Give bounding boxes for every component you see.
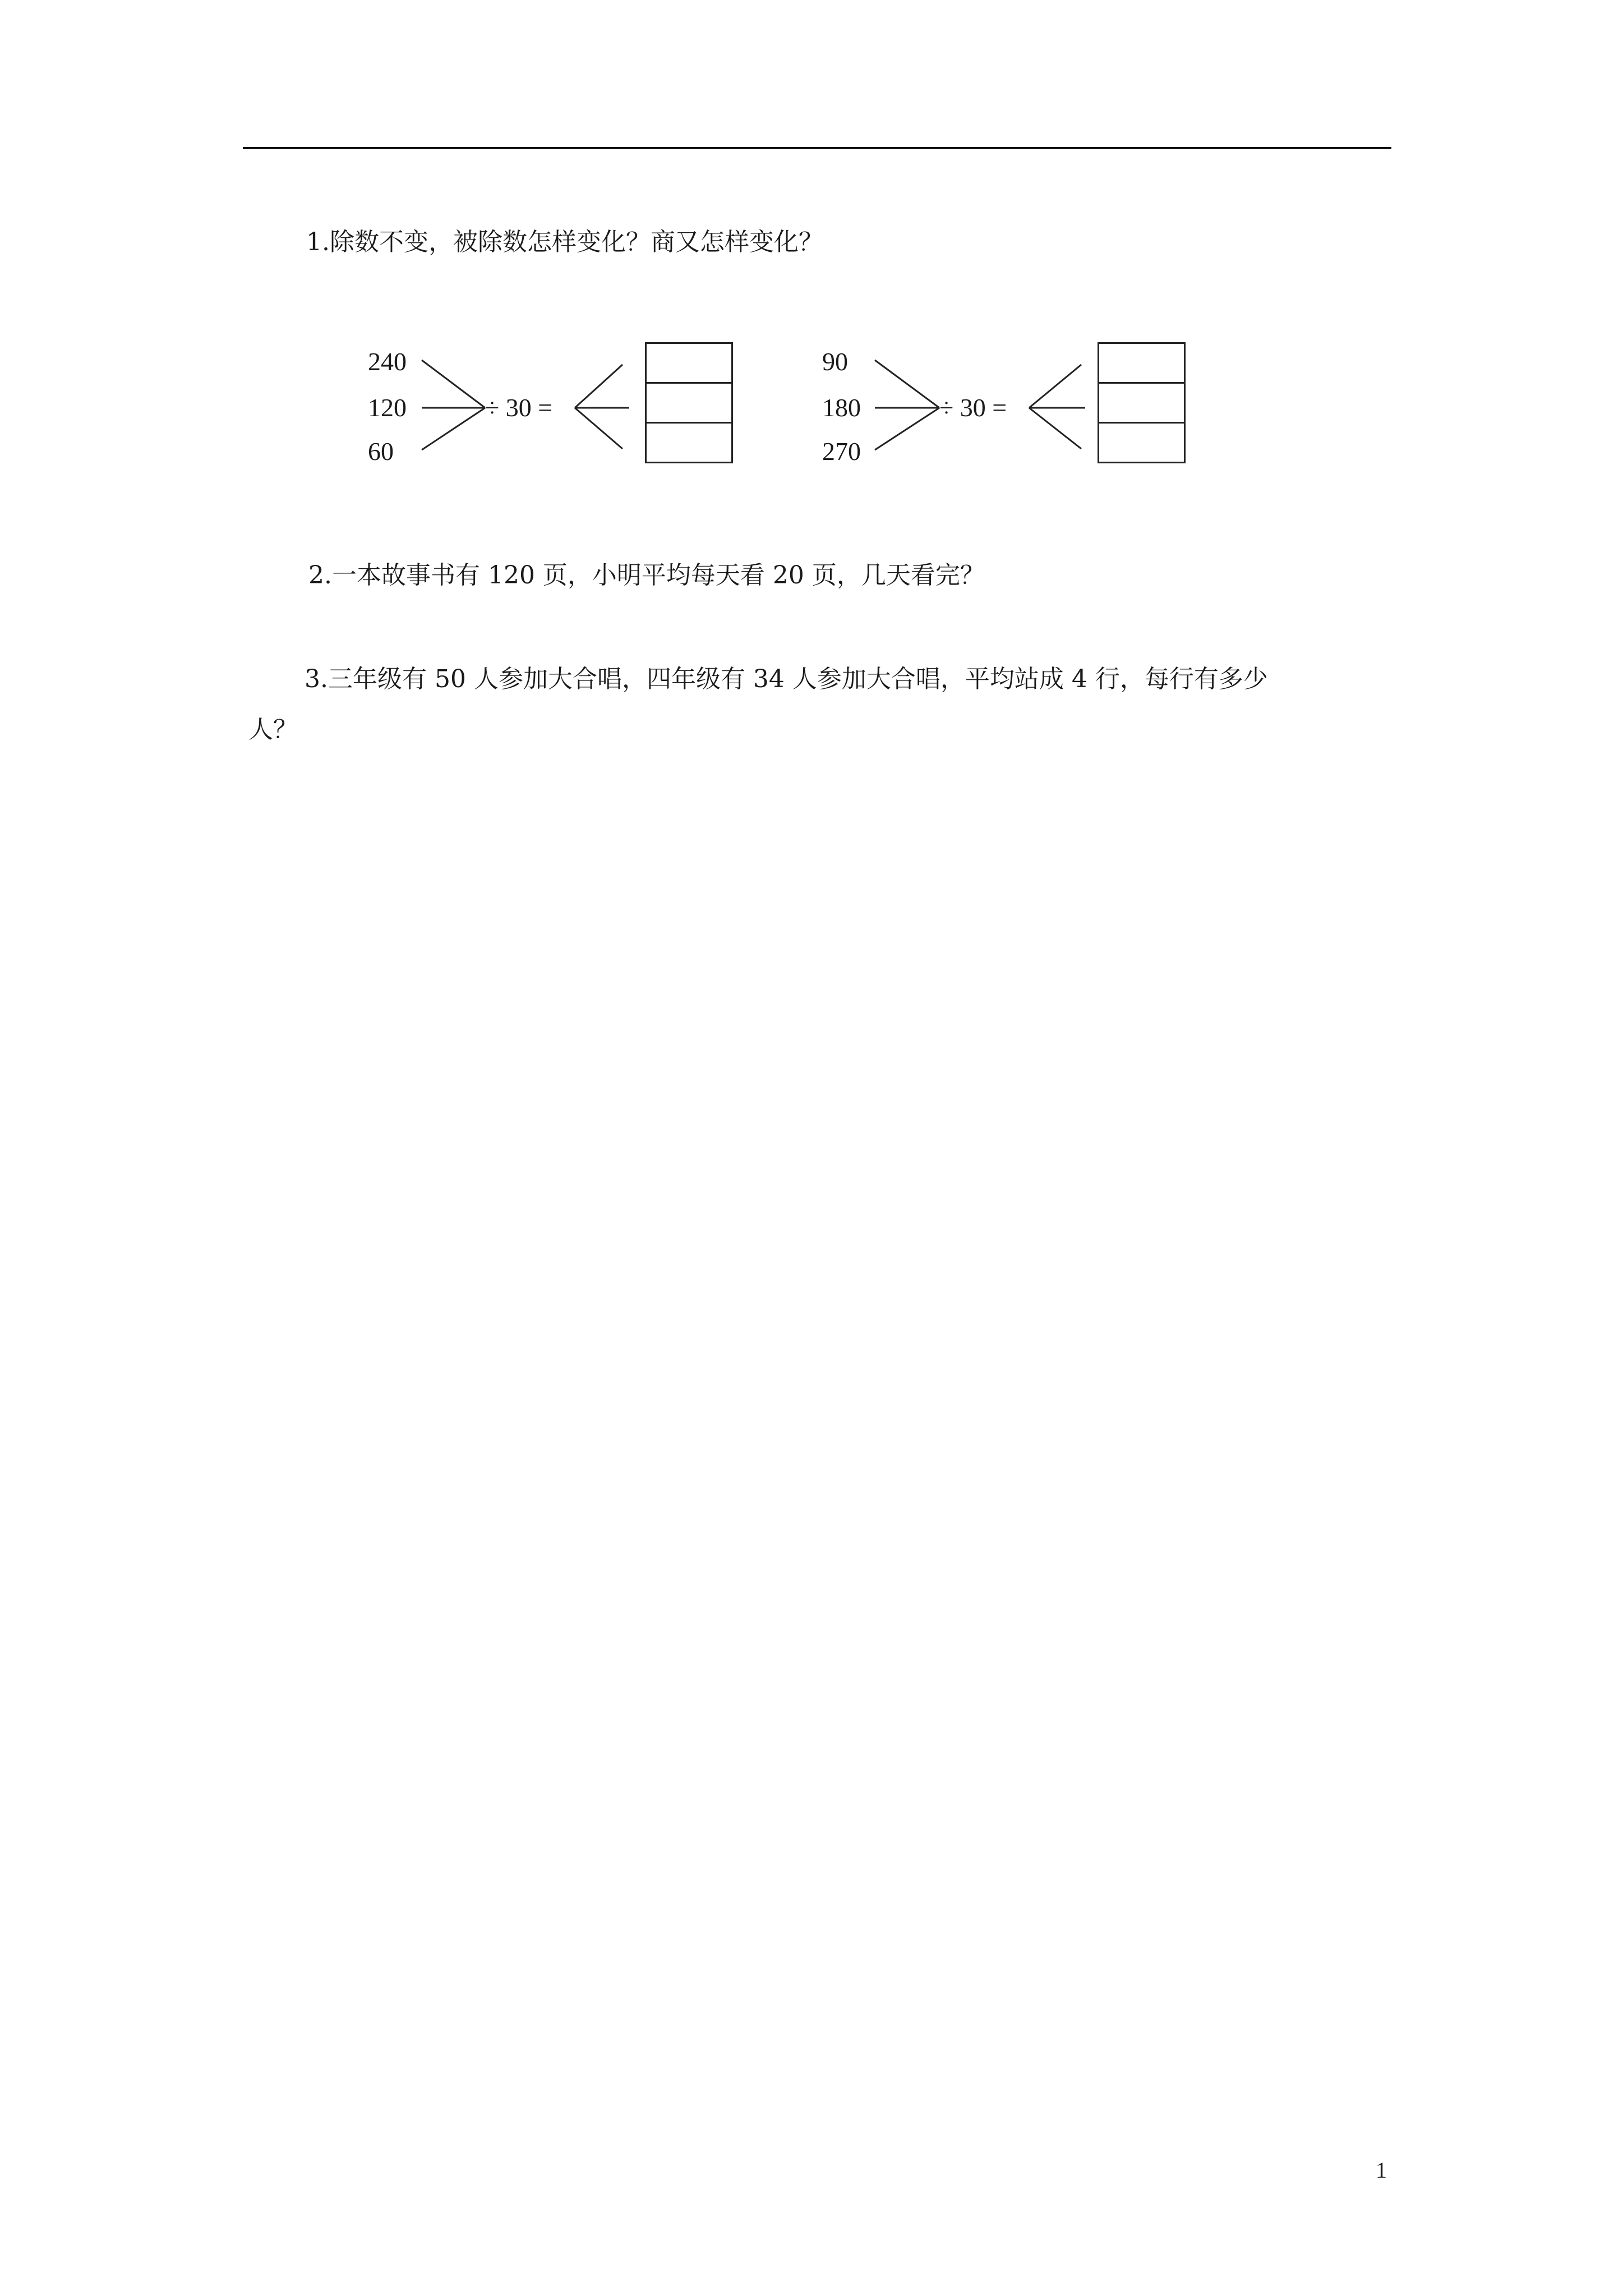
- question-3-line-1: 3.三年级有 50 人参加大合唱，四年级有 34 人参加大合唱，平均站成 4 行，每行有多少: [305, 665, 1268, 693]
- answer-box[interactable]: [1098, 342, 1186, 384]
- dividend: 120: [368, 393, 407, 422]
- question-2: 2.一本故事书有 120 页，小明平均每天看 20 页，几天看完？: [308, 561, 985, 590]
- dividend: 60: [368, 437, 394, 466]
- division-operator: ÷ 30 =: [485, 393, 553, 422]
- division-diagram-2: [813, 331, 1239, 488]
- question-1: 1.除数不变，被除数怎样变化？商又怎样变化？: [306, 228, 823, 256]
- header-rule: [243, 147, 1391, 149]
- dividend: 180: [822, 393, 861, 422]
- dividend: 90: [822, 347, 848, 376]
- division-operator: ÷ 30 =: [939, 393, 1007, 422]
- question-3-line-2: 人？: [248, 715, 298, 744]
- answer-box[interactable]: [645, 342, 733, 384]
- answer-box[interactable]: [645, 382, 733, 424]
- answer-box[interactable]: [1098, 422, 1186, 463]
- answer-box[interactable]: [1098, 382, 1186, 424]
- dividend: 240: [368, 347, 407, 376]
- dividend: 270: [822, 437, 861, 466]
- answer-box[interactable]: [645, 422, 733, 463]
- page-number: 1: [1376, 2157, 1387, 2183]
- division-diagram-1: [359, 331, 785, 488]
